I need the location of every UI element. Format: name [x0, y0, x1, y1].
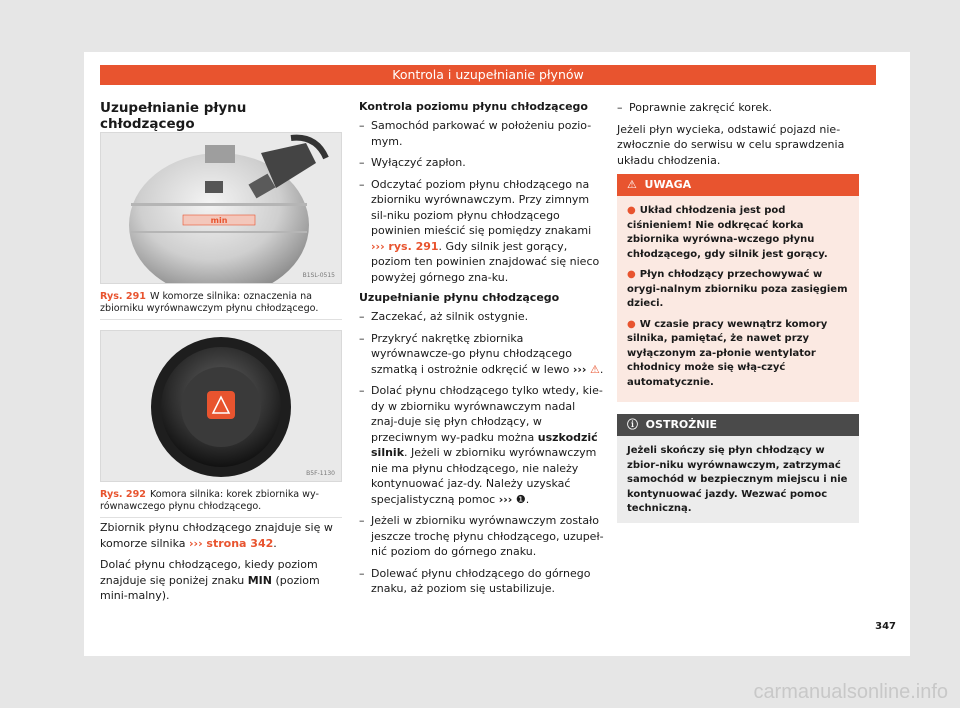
warning-body: [617, 196, 859, 402]
warning-header: [617, 174, 859, 196]
list-item: – Wyłączyć zapłon.: [359, 155, 604, 171]
paragraph: [100, 557, 342, 604]
subheading: Uzupełnianie płynu chłodzącego: [359, 291, 560, 304]
text: Dolać płynu chłodzącego tylko wtedy, kie-dy w zbiorniku wyrównawczym nadal znaj-duje się płyn chłodzący, w przeciwnym wy-padku można: [371, 384, 603, 444]
bullet-icon: ●: [627, 318, 636, 330]
caution-info-icon: ❶: [515, 492, 526, 506]
caption-text: Komora silnika: korek zbiornika wy-równawczego płynu chłodzącego.: [100, 489, 319, 512]
chapter-header: Kontrola i uzupełnianie płynów: [100, 65, 876, 85]
text: . Jeżeli w zbiorniku wyrównawczym nie ma płynu chłodzącego, nie należy kontynuować jaz-dy. Należy uzyskać specjalistyczną pomoc: [371, 446, 597, 506]
list-item: – Samochód parkować w położeniu pozio-mym.: [359, 118, 604, 149]
warning-title: UWAGA: [644, 178, 692, 191]
text: Płyn chłodzący przechowywać w orygi-nalnym zbiorniku poza zasięgiem dzieci.: [627, 269, 848, 309]
figure-coolant-reservoir: [100, 132, 342, 284]
watermark: carmanualsonline.info: [753, 681, 948, 703]
list-item: – Dolewać płynu chłodzącego do górnego znaku, aż poziom się ustabilizuje.: [359, 566, 604, 597]
info-circle-icon: ⓘ: [627, 418, 638, 431]
list-item: – Jeżeli w zbiorniku wyrównawczym zostało jeszcze trochę płynu chłodzącego, uzupeł-nić poziom do górnego znaku.: [359, 513, 604, 560]
subheading: Kontrola poziomu płynu chłodzącego: [359, 100, 588, 113]
figure-label: Rys. 291: [100, 291, 146, 302]
steps-list: [359, 118, 604, 285]
paragraph: Jeżeli płyn wycieka, odstawić pojazd nie-zwłocznie do serwisu w celu sprawdzenia układu chłodzenia.: [617, 122, 845, 167]
page-link[interactable]: ››› strona 342: [189, 536, 274, 550]
manual-page: [84, 52, 910, 656]
ref-arrows[interactable]: ›››: [498, 492, 513, 506]
cap-illustration: [101, 331, 341, 481]
list-item: – Dolać płynu chłodzącego tylko wtedy, kie-dy w zbiorniku wyrównawczym nadal znaj-duje się płyn chłodzący, w przeciwnym wy-padku można uszkodzić silnik. Jeżeli w zbiorniku wyrównawczym nie ma płynu chłodzącego, nie należy kontynuować jaz-dy. Należy uzyskać specjalistyczną pomoc ››› ❶.: [359, 383, 604, 507]
list-item: [359, 177, 604, 286]
min-mark: min: [210, 216, 228, 225]
warning-item: [627, 204, 849, 262]
figure-caption: [100, 484, 342, 518]
text-bold: uszkodzić silnik: [371, 430, 598, 459]
figure-caption: [100, 286, 342, 320]
warning-triangle-icon: ⚠: [589, 362, 600, 376]
text: W czasie pracy wewnątrz komory silnika, pamiętać, że nawet przy wyłączonym za-płonie wentylator chłodnicy może się włą-czyć automatycznie.: [627, 318, 828, 388]
text: Odczytać poziom płynu chłodzącego na zbiorniku wyrównawczym. Przy zimnym sil-niku poziom płynu chłodzącego powinien mieścić się pomiędzy znakami: [371, 177, 592, 237]
figure-code: B1SL-0515: [302, 272, 335, 279]
text: Zbiornik płynu chłodzącego znajduje się w komorze silnika: [100, 521, 333, 550]
column-1-text: [100, 520, 342, 610]
bullet-icon: ●: [627, 205, 636, 216]
text: . Gdy silnik jest gorący, poziom ten powinien znajdować się nieco powyżej górnego zna-ku.: [371, 239, 600, 284]
bullet-icon: ●: [627, 269, 636, 280]
steps-list: [359, 309, 604, 597]
caution-box: [617, 414, 859, 523]
caution-body: [617, 436, 859, 523]
text: Przykryć nakrętkę zbiornika wyrównawcze-go płynu chłodzącego szmatką i ostrożnie odkręcić w lewo: [371, 331, 573, 376]
page-number: 347: [875, 621, 896, 632]
section-title: Uzupełnianie płynu chłodzącego: [100, 100, 342, 139]
figure-link[interactable]: ››› rys. 291: [371, 239, 439, 253]
column-2: [359, 100, 604, 603]
figure-label: Rys. 292: [100, 489, 146, 500]
warning-triangle-icon: ⚠: [627, 178, 637, 191]
figure-reservoir-cap: [100, 330, 342, 482]
list-item: – Poprawnie zakręcić korek.: [617, 100, 859, 116]
caution-title: OSTROŻNIE: [645, 418, 718, 431]
figure-code: B5F-1130: [306, 470, 335, 477]
list-item: – Zaczekać, aż silnik ostygnie.: [359, 309, 604, 325]
ref-arrows[interactable]: ›››: [572, 362, 587, 376]
paragraph: [100, 520, 342, 551]
warning-item: [627, 318, 849, 391]
warning-item: [627, 268, 849, 312]
list-item: – Przykryć nakrętkę zbiornika wyrównawcze-go płynu chłodzącego szmatką i ostrożnie odkręcić w lewo ››› ⚠.: [359, 331, 604, 378]
caution-header: [617, 414, 859, 436]
warning-box: [617, 174, 859, 402]
column-3: [617, 100, 859, 523]
caution-text: Jeżeli skończy się płyn chłodzący w zbior-niku wyrównawczym, zatrzymać samochód w bezpiecznym miejscu i nie kontynuować jazdy. Wezwać pomoc techniczną.: [627, 445, 848, 514]
caption-text: W komorze silnika: oznaczenia na zbiorniku wyrównawczym płynu chłodzącego.: [100, 291, 319, 314]
book-icon: [205, 181, 223, 193]
reservoir-illustration: [101, 133, 341, 283]
steps-list: [617, 100, 859, 116]
text: (poziom mini-malny).: [100, 573, 320, 602]
min-symbol: MIN: [247, 573, 272, 587]
text: Dolać płynu chłodzącego, kiedy poziom znajduje się poniżej znaku: [100, 558, 318, 587]
text: .: [273, 536, 277, 550]
hot-coolant-warning-icon: [207, 391, 235, 419]
text: Układ chłodzenia jest pod ciśnieniem! Nie odkręcać korka zbiornika wyrówna-wczego płynu chłodzącego, gdy silnik jest gorący.: [627, 205, 828, 260]
